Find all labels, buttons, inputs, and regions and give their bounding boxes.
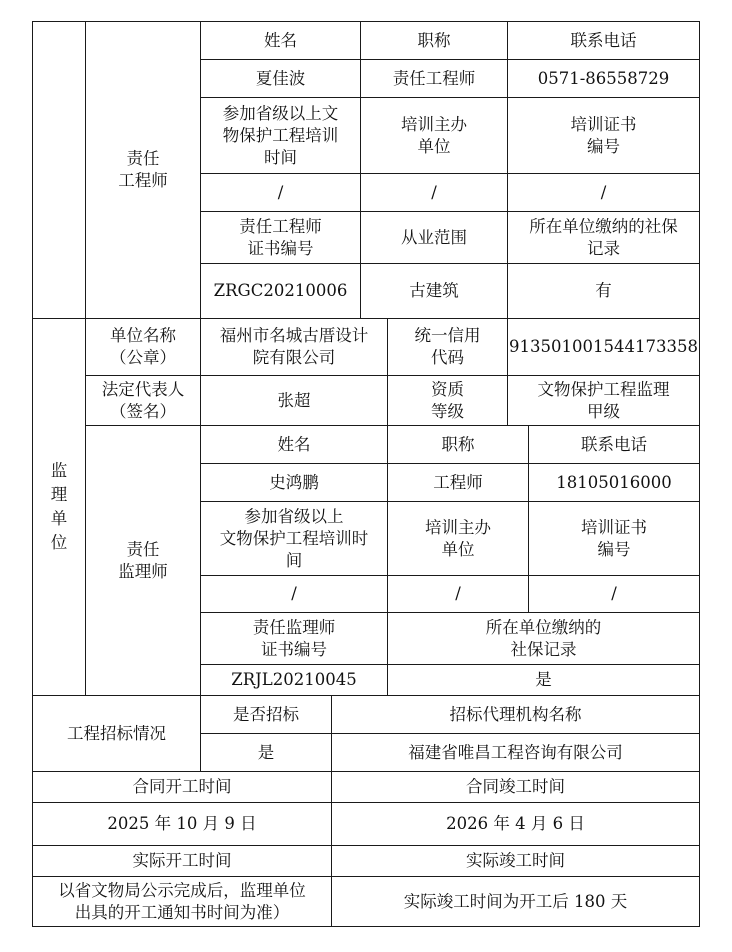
supervisor-training-header: 参加省级以上 文物保护工程培训时 间 — [200, 501, 388, 576]
tender-header: 是否招标 — [200, 695, 332, 734]
engineer-training: / — [200, 173, 361, 212]
unit-name: 福州市名城古厝设计 院有限公司 — [200, 318, 388, 376]
agency-value: 福建省唯昌工程咨询有限公司 — [331, 733, 700, 772]
actual-end: 实际竣工时间为开工后 180 天 — [331, 876, 700, 927]
supervisor-phone-header: 联系电话 — [528, 425, 700, 464]
engineer-cert-header: 培训证书 编号 — [507, 97, 700, 174]
bidding-label: 工程招标情况 — [32, 695, 201, 772]
supervisor-title: 工程师 — [387, 463, 529, 502]
contract-end: 2026 年 4 月 6 日 — [331, 802, 700, 846]
legal-rep-header: 法定代表人 （签名） — [85, 375, 201, 426]
unit-name-header: 单位名称 （公章） — [85, 318, 201, 376]
engineer-name-header: 姓名 — [200, 21, 361, 60]
supervisor-name: 史鸿鹏 — [200, 463, 388, 502]
engineer-cert: / — [507, 173, 700, 212]
engineer-label: 责任 工程师 — [85, 21, 201, 319]
supervisor-cert-header: 培训证书 编号 — [528, 501, 700, 576]
actual-start: 以省文物局公示完成后，监理单位 出具的开工通知书时间为准） — [32, 876, 332, 927]
contract-start: 2025 年 10 月 9 日 — [32, 802, 332, 846]
contract-start-header: 合同开工时间 — [32, 771, 332, 803]
engineer-social-header: 所在单位缴纳的社保 记录 — [507, 211, 700, 264]
actual-start-header: 实际开工时间 — [32, 845, 332, 877]
engineer-training-header: 参加省级以上文 物保护工程培训 时间 — [200, 97, 361, 174]
credit-code-header: 统一信用 代码 — [387, 318, 508, 376]
supervisor-organizer: / — [387, 575, 529, 613]
credit-code: 913501001544173358 — [507, 318, 700, 376]
engineer-cert-no: ZRGC20210006 — [200, 263, 361, 319]
engineer-title-header: 职称 — [360, 21, 508, 60]
supervisor-cert: / — [528, 575, 700, 613]
engineer-scope-header: 从业范围 — [360, 211, 508, 264]
qualification: 文物保护工程监理 甲级 — [507, 375, 700, 426]
contract-end-header: 合同竣工时间 — [331, 771, 700, 803]
legal-rep: 张超 — [200, 375, 388, 426]
supervisor-title-header: 职称 — [387, 425, 529, 464]
supervisor-cert-no-header: 责任监理师 证书编号 — [200, 612, 388, 665]
supervisor-phone: 18105016000 — [528, 463, 700, 502]
engineer-scope: 古建筑 — [360, 263, 508, 319]
engineer-section-left-cell — [32, 21, 86, 319]
supervisor-training: / — [200, 575, 388, 613]
tender-value: 是 — [200, 733, 332, 772]
supervisor-social: 是 — [387, 664, 700, 696]
actual-end-header: 实际竣工时间 — [331, 845, 700, 877]
engineer-title: 责任工程师 — [360, 59, 508, 98]
engineer-cert-no-header: 责任工程师 证书编号 — [200, 211, 361, 264]
engineer-social: 有 — [507, 263, 700, 319]
supervisor-name-header: 姓名 — [200, 425, 388, 464]
supervisor-organizer-header: 培训主办 单位 — [387, 501, 529, 576]
agency-header: 招标代理机构名称 — [331, 695, 700, 734]
supervisor-cert-no: ZRJL20210045 — [200, 664, 388, 696]
supervisor-social-header: 所在单位缴纳的 社保记录 — [387, 612, 700, 665]
engineer-organizer: / — [360, 173, 508, 212]
engineer-phone: 0571-86558729 — [507, 59, 700, 98]
supervision-unit-label: 监 理 单 位 — [32, 318, 86, 696]
engineer-name: 夏佳波 — [200, 59, 361, 98]
supervising-engineer-label: 责任 监理师 — [85, 425, 201, 696]
engineer-organizer-header: 培训主办 单位 — [360, 97, 508, 174]
engineer-phone-header: 联系电话 — [507, 21, 700, 60]
qualification-header: 资质 等级 — [387, 375, 508, 426]
